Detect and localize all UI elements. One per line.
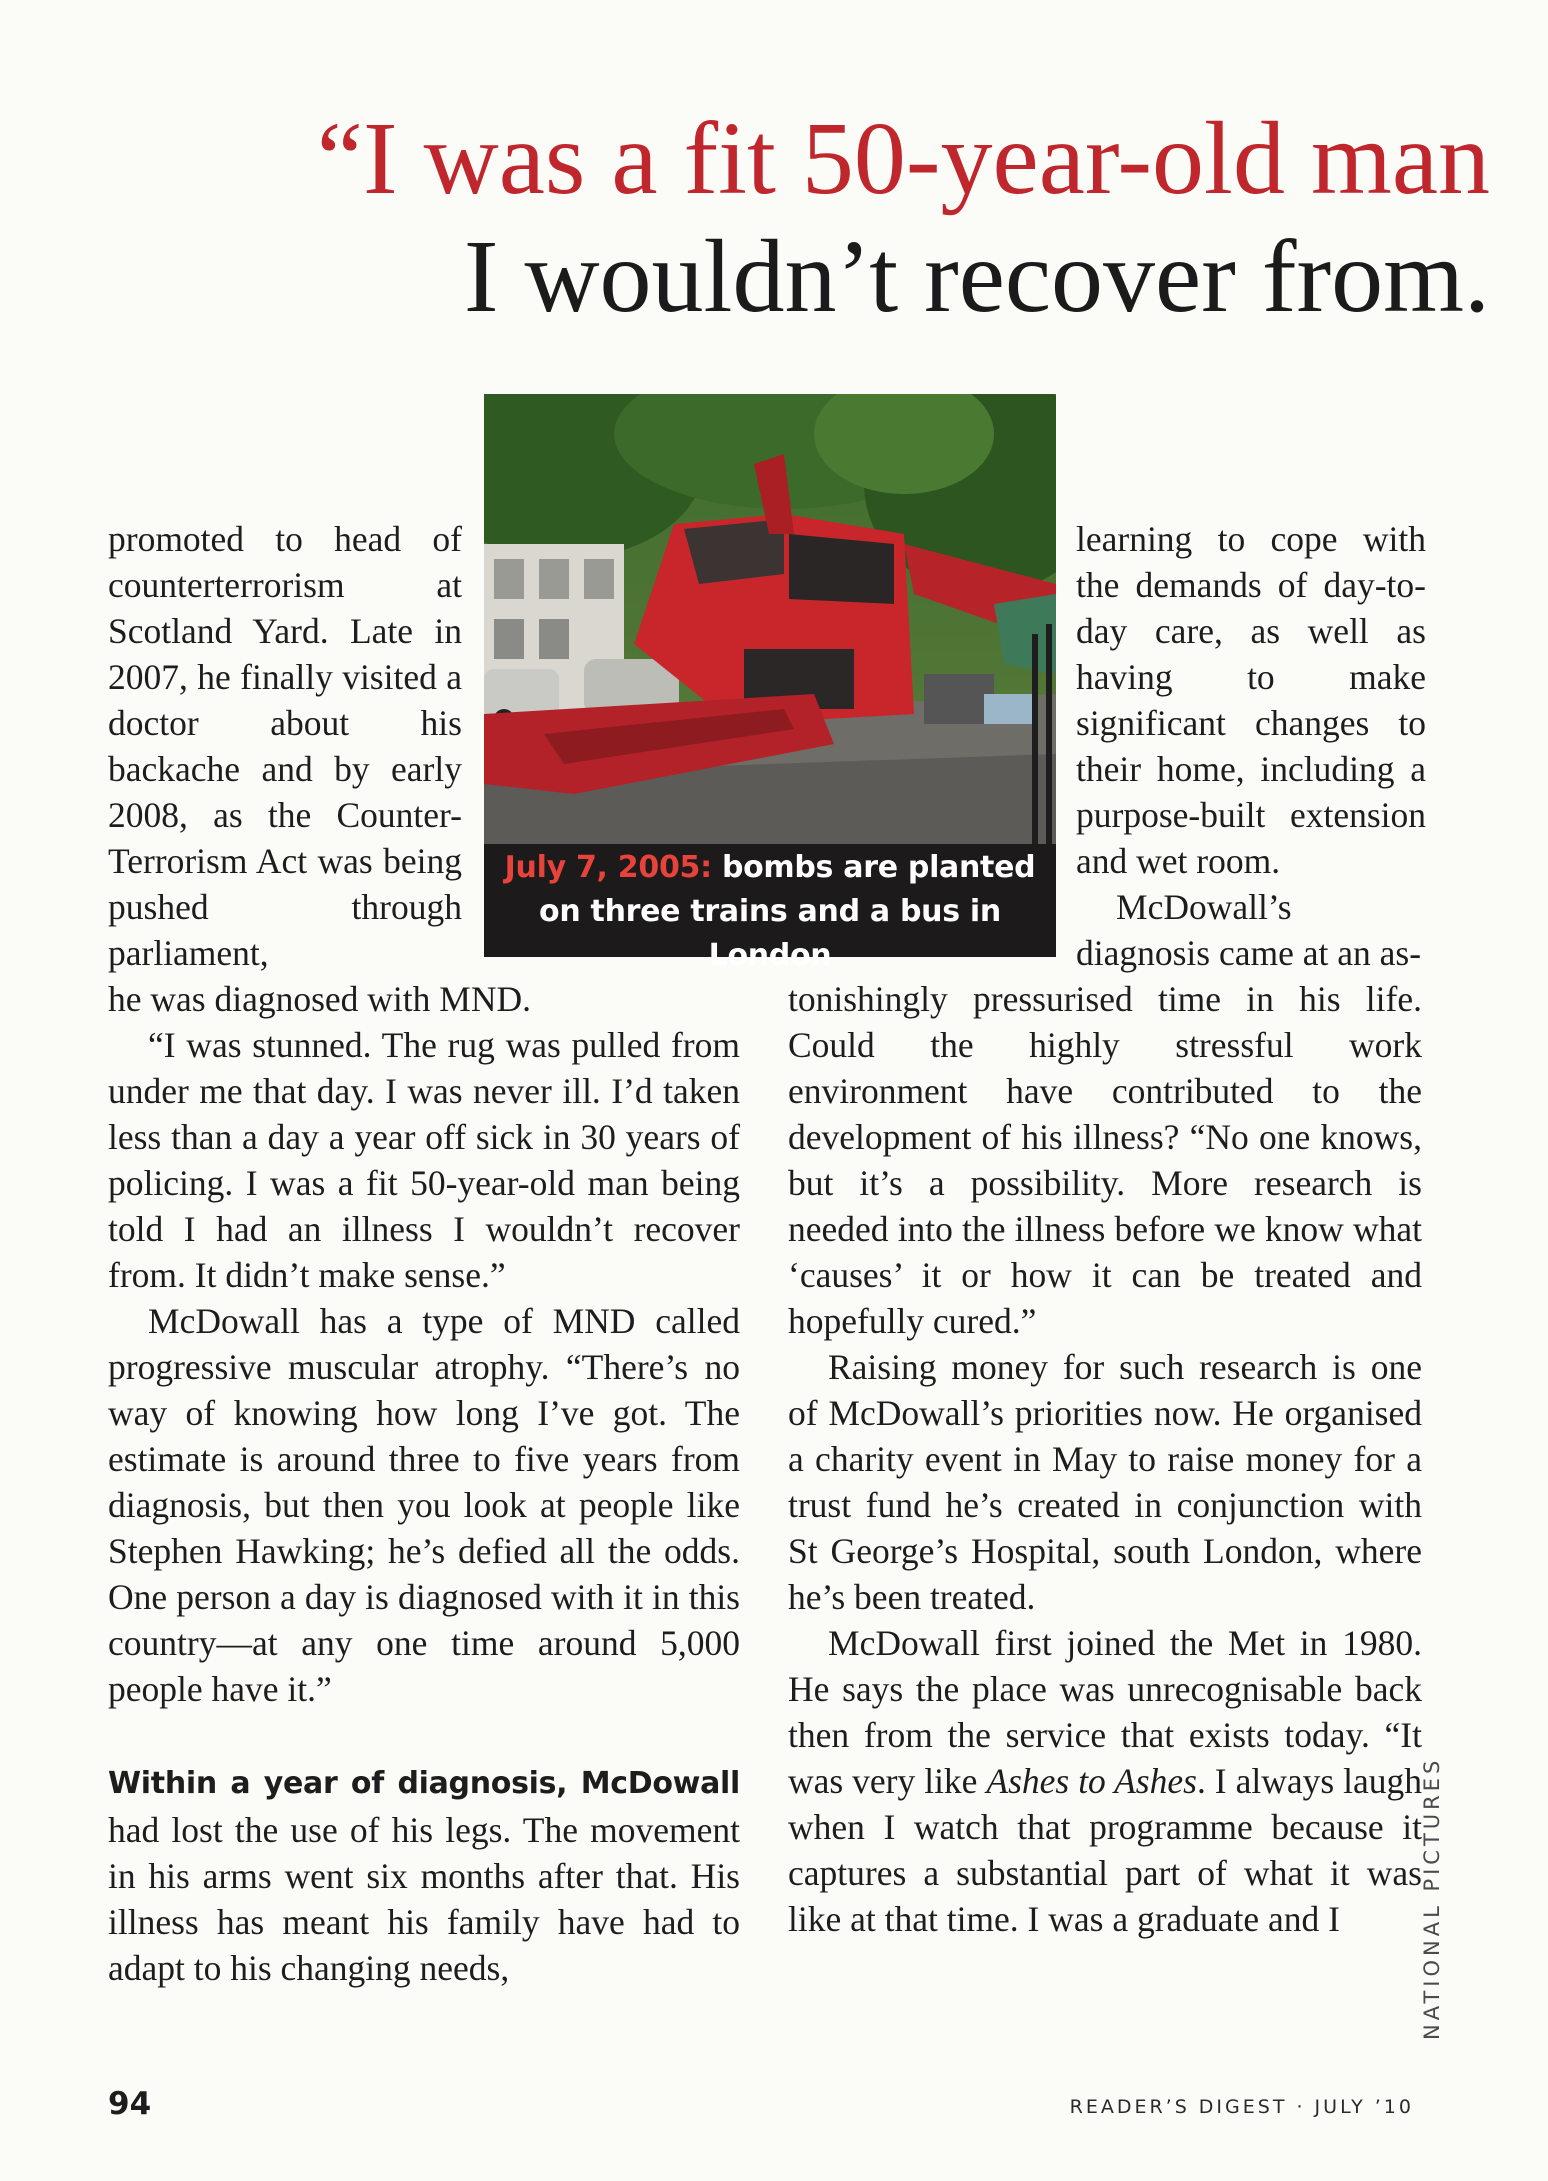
pull-quote-line-1: “I was a fit 50-year-old man <box>316 101 1490 216</box>
right-paragraph-1: tonishingly pressurised time in his life. Could the highly stressful work environment have contributed to the development of his illness? “No one knows, but it’s a possibility. More research is needed into the illness before we know what ‘causes’ it or how it can be treated and hopefully cured.” <box>788 979 1422 1341</box>
caption-text: bombs are planted on three trains and a bus in London <box>539 850 1036 973</box>
pull-quote-line-2: I wouldn’t recover from. <box>463 219 1490 334</box>
left-paragraph-2: “I was stunned. The rug was pulled from under me that day. I was never ill. I’d taken less than a day a year off sick in 30 years of policing. I was a fit 50-year-old man being told I had an illness I wouldn’t recover from. It didn’t make sense.” <box>108 1025 740 1295</box>
publication-footer: READER’S DIGEST · JULY ’10 <box>1069 2096 1414 2118</box>
right-column <box>788 976 1422 1942</box>
right-wrap-paragraph-2: McDowall’s diagnosis came at an as- <box>1076 887 1422 973</box>
right-paragraph-3 <box>788 1620 1422 1942</box>
left-paragraph-3: McDowall has a type of MND called progressive muscular atrophy. “There’s no way of knowing how long I’ve got. The estimate is around three to five years from diagnosis, but then you look at people like Stephen Hawking; he’s defied all the odds. One person a day is diagnosed with it in this country—at any one time around 5,000 people have it.” <box>108 1301 740 1709</box>
page-number: 94 <box>108 2086 152 2122</box>
right-paragraph-2: Raising money for such research is one of McDowall’s priorities now. He organised a charity event in May to raise money for a trust fund he’s created in conjunction with St George’s Hospital, south London, where he’s been treated. <box>788 1347 1422 1617</box>
photo-box <box>484 394 1056 973</box>
left-wrap-paragraph: promoted to head of counterterrorism at Scotland Yard. Late in 2007, he finally visited a doctor about his backache and by early 2008, as the Counter-Terrorism Act was being pushed through parliament, <box>108 519 462 973</box>
right-paragraph-3a: McDowall first joined the Met in 1980. He says the place was unrecognisable back then from the service that exists today. “It was very like <box>788 1623 1422 1801</box>
bombed-bus-photo <box>484 394 1056 844</box>
left-column <box>108 976 740 1991</box>
run-in-heading: Within a year of diagnosis, McDowall <box>108 1766 740 1801</box>
left-wrap-text <box>108 516 462 976</box>
pull-quote <box>0 100 1490 336</box>
left-paragraph-4-text: had lost the use of his legs. The movement in his arms went six months after that. His illness has meant his family have had to adapt to his changing needs, <box>108 1810 740 1988</box>
left-paragraph-4 <box>108 1758 740 1991</box>
photo-credit: NATIONAL PICTURES <box>1420 1756 1444 2040</box>
caption-date: July 7, 2005: <box>504 850 712 885</box>
tv-title: Ashes to Ashes <box>986 1761 1197 1801</box>
photo-caption <box>484 846 1056 978</box>
left-paragraph-1: he was diagnosed with MND. <box>108 979 531 1019</box>
right-wrap-text <box>1076 516 1426 976</box>
right-wrap-paragraph-1: learning to cope with the demands of day-to-day care, as well as having to make significant changes to their home, including a purpose-built extension and wet room. <box>1076 519 1426 881</box>
right-paragraph-3b: . I always laugh when I watch that programme because it captures a substantial part of what it was like at that time. I was a graduate and I <box>788 1761 1422 1939</box>
